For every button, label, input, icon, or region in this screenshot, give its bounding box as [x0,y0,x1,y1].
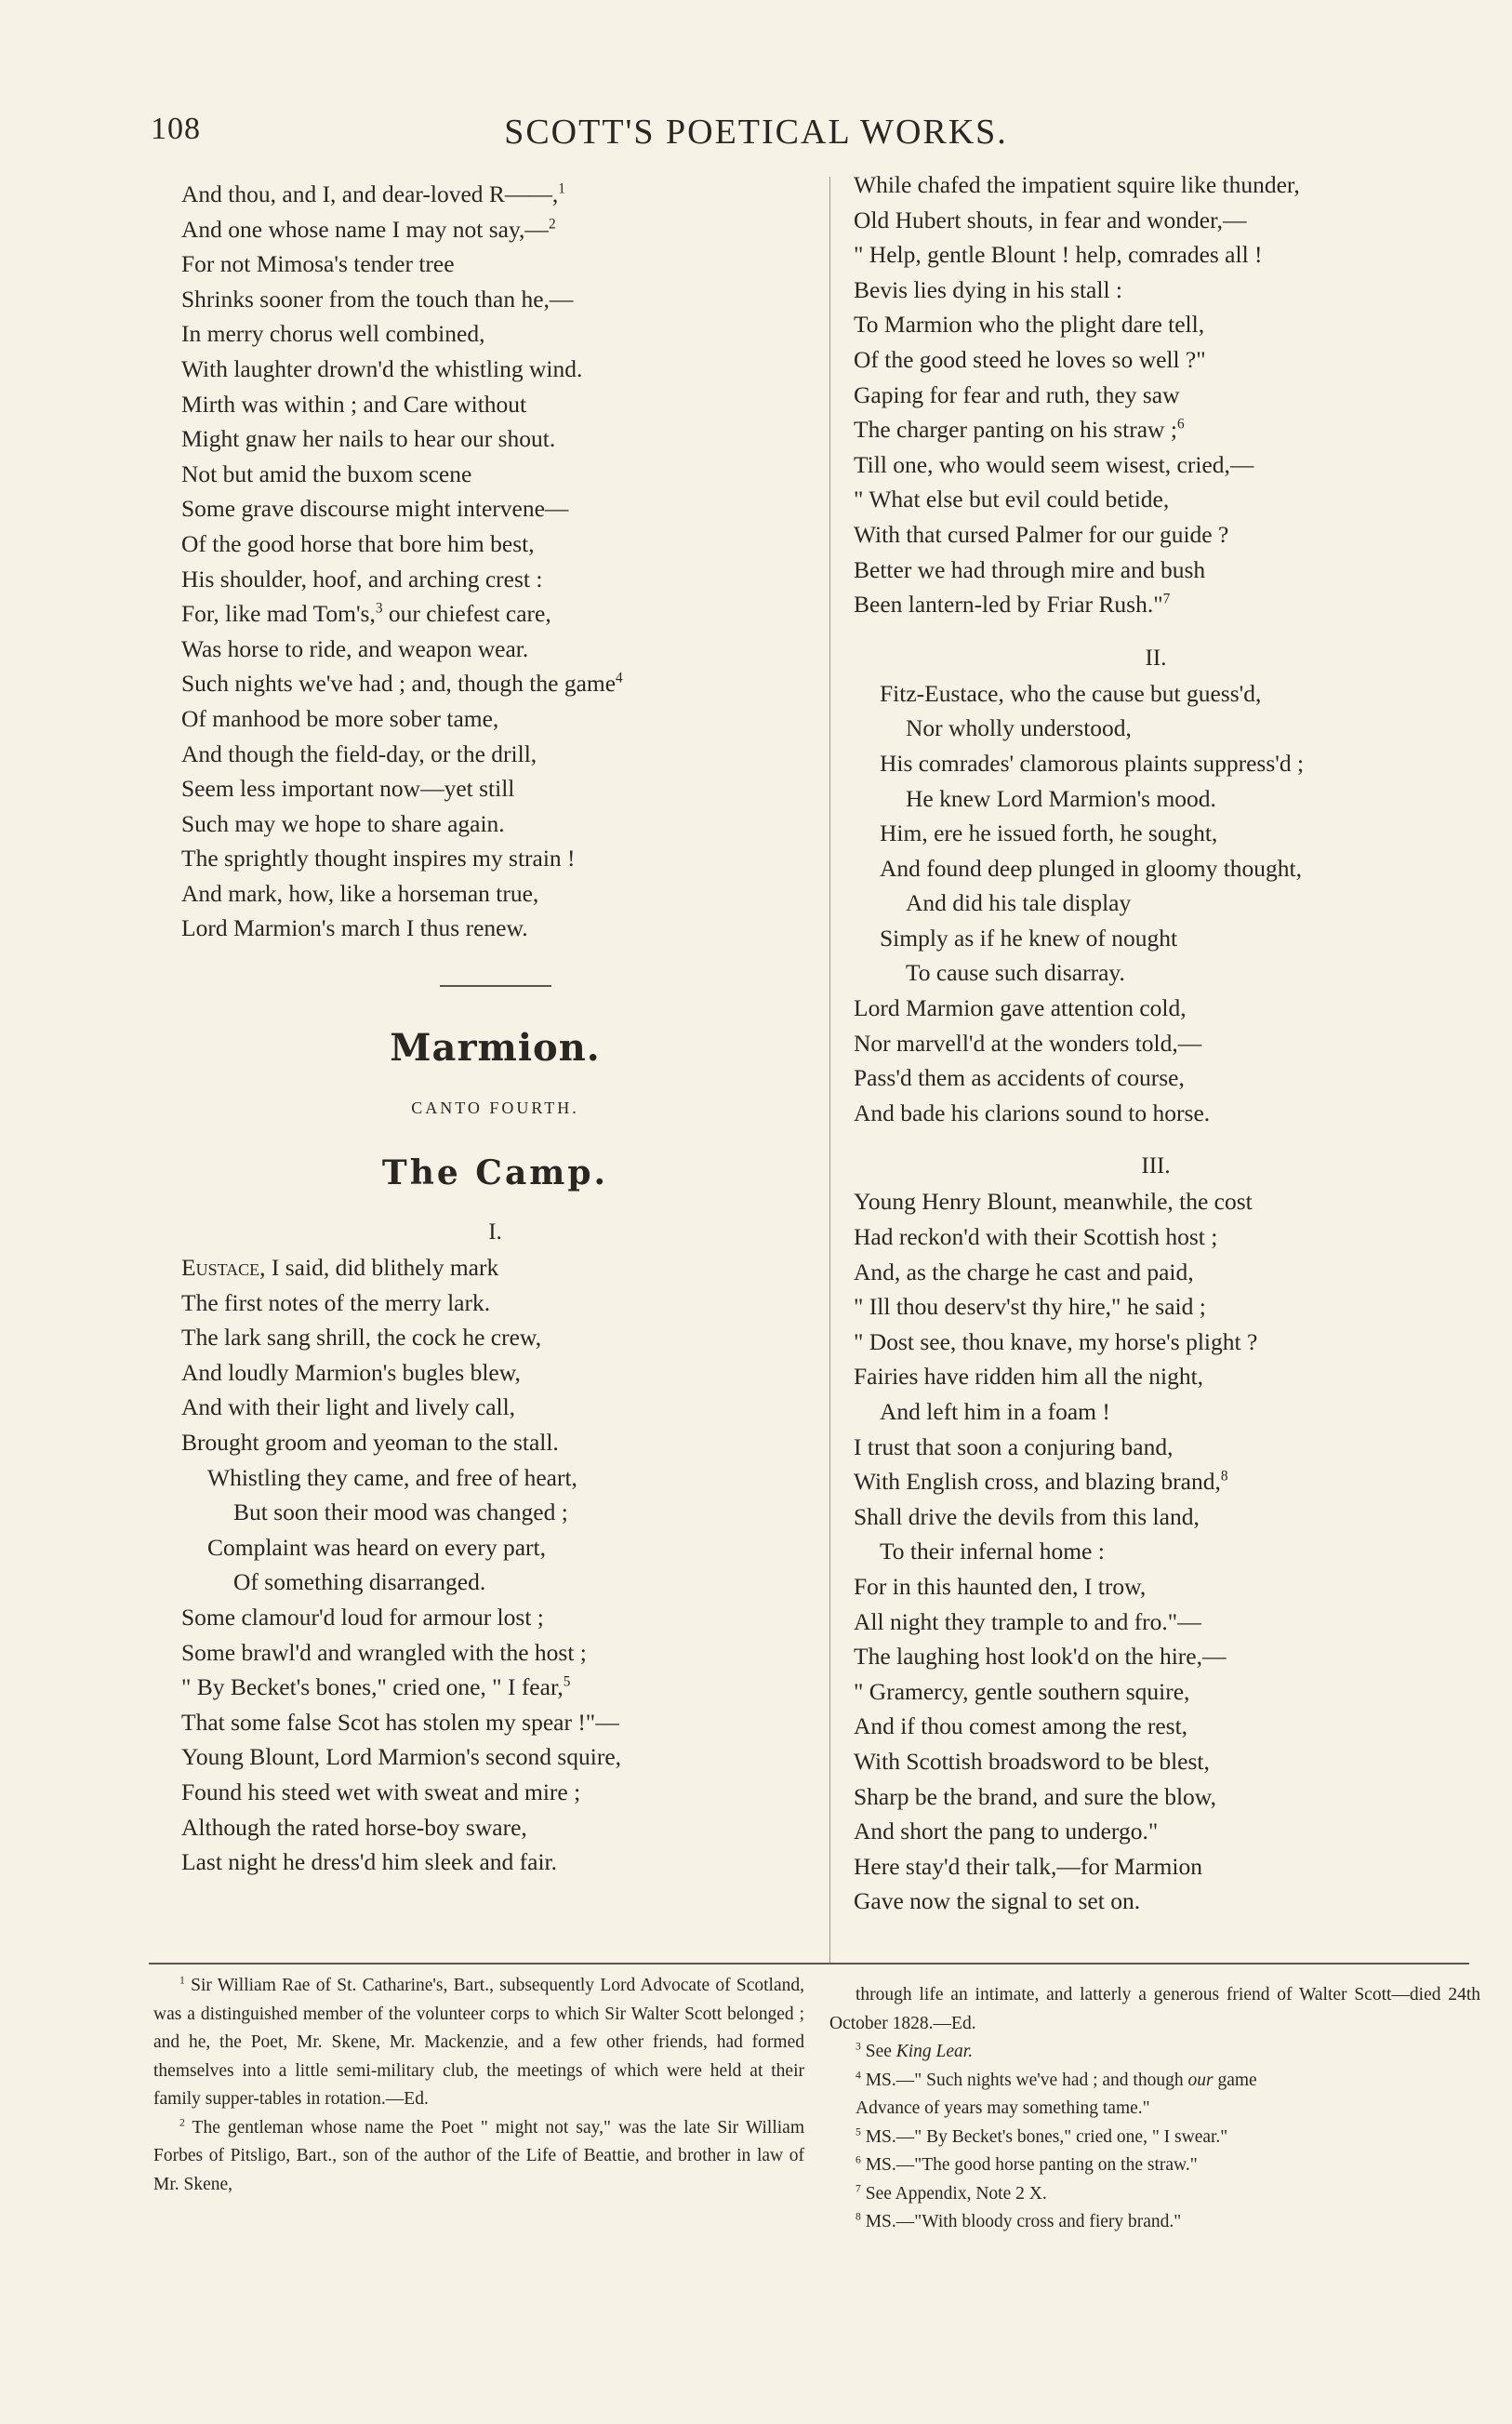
verse-line [854,307,1458,342]
verse-line [181,806,809,842]
verse-line [181,911,809,946]
verse-text: Of manhood be more sober tame, [181,704,499,732]
verse-line [854,781,1458,817]
verse-line [181,177,809,212]
verse-line [854,676,1458,712]
footnote [829,1981,1480,2038]
footnote-ref: 3 [375,600,383,617]
verse-line [854,378,1458,413]
verse-line [854,851,1458,886]
verse-line [181,632,809,667]
verse-line [181,1530,809,1565]
footnote [829,2095,1480,2124]
verse-line [181,1845,809,1880]
verse-line [181,491,809,526]
footnote [829,2067,1480,2096]
verse-line [181,246,809,282]
footnote-text: The gentleman whose name the Poet " might not say," was the late Sir William Forbes of Pitsligo, Bart., son of the author of the Life of Beattie, and brother in law of Mr. Skene, [153,2117,804,2194]
verse-text: While chafed the impatient squire like thunder, [854,171,1300,198]
verse-line [854,273,1458,308]
verse-line [181,1460,809,1496]
footnote-ref: 1 [558,180,565,197]
footnote-text: Advance of years may something tame." [855,2098,1150,2118]
footnote-number: 1 [179,1974,185,1987]
verse-text: For in this haunted den, I trow, [854,1572,1147,1600]
footnote-text: game [1213,2070,1257,2090]
verse-text: Whistling they came, and free of heart, [207,1463,577,1491]
footnote-number: 6 [855,2153,861,2166]
verse-text: Here stay'd their talk,—for Marmion [854,1852,1202,1880]
verse-line [854,237,1458,273]
page-header [0,112,1512,167]
verse-line [181,1810,809,1845]
verse-text: And with their light and lively call, [181,1393,516,1421]
verse-text: Shall drive the devils from this land, [854,1502,1200,1530]
verse-line [854,1534,1458,1569]
footnote-number: 3 [855,2040,861,2053]
verse-line [181,841,809,876]
verse-line [854,203,1458,238]
verse-line [854,1709,1458,1744]
verse-line [854,1464,1458,1499]
verse-text: And did his tale display [906,889,1132,917]
verse-line [854,1026,1458,1061]
verse-text: All night they trample to and fro."— [854,1607,1201,1635]
footnote-ref: 8 [1220,1468,1228,1485]
verse-line [181,1775,809,1810]
verse-text: our chiefest care, [382,600,551,628]
footnote-text: See Appendix, Note 2 X. [860,2183,1047,2204]
verse-text: Of something disarranged. [233,1568,486,1596]
verse-text: The first notes of the merry lark. [181,1288,491,1316]
verse-text: Gave now the signal to set on. [854,1887,1141,1915]
footnote [153,1972,804,2114]
verse-line [181,421,809,457]
verse-line [181,282,809,317]
verse-line [181,1425,809,1460]
verse-text: Such nights we've had ; and, though the game [181,670,617,698]
verse-text: Young Henry Blount, meanwhile, the cost [854,1188,1253,1216]
verse-text: And thou, and I, and dear-loved R——, [181,180,559,207]
verse-line [181,526,809,562]
verse-text: " What else but evil could betide, [854,486,1170,513]
verse-text: For, like mad Tom's, [181,600,376,628]
verse-text: The laughing host look'd on the hire,— [854,1643,1227,1671]
verse-line [854,1639,1458,1674]
verse-text: To their infernal home : [880,1538,1105,1565]
stanza-first-word: Eustace, [181,1254,266,1282]
poem-title: Marmion. [390,1026,601,1071]
verse-text: With English cross, and blazing brand, [854,1468,1221,1496]
verse-line [854,517,1458,553]
verse-text: Might gnaw her nails to hear our shout. [181,425,556,453]
stanza-number: II. [1145,645,1167,671]
verse-text: Nor wholly understood, [906,714,1132,742]
verse-line [181,1495,809,1530]
left-column [181,177,809,1880]
verse-line [854,447,1458,483]
verse-line [181,1705,809,1740]
verse-line [181,352,809,387]
footnote-text: See [860,2042,896,2061]
verse-line [854,1674,1458,1710]
verse-text: The sprightly thought inspires my strain ! [181,845,576,872]
verse-text: Nor marvell'd at the wonders told,— [854,1029,1202,1057]
running-title: SCOTT'S POETICAL WORKS. [504,113,1008,152]
verse-line [854,711,1458,746]
verse-text: But soon their mood was changed ; [233,1498,568,1526]
verse-text: He knew Lord Marmion's mood. [906,784,1216,812]
footnote-number: 7 [855,2182,861,2194]
footnote-ref: 6 [1176,416,1185,433]
verse-line [181,457,809,492]
verse-text: Gaping for fear and ruth, they saw [854,380,1180,408]
verse-text: Simply as if he knew of nought [880,924,1178,952]
footnote-text: Sir William Rae of St. Catharine's, Bart., subsequently Lord Advocate of Scotland, was a distinguished member of the volunteer corps to which Sir Walter Scott belonged ; and he, the Poet, Mr. Skene, Mr. Mackenzie, and a few other friends, had formed themselves into a little semi-military club, the meetings of which were held at their family supper-tables in rotation.—Ed. [153,1976,804,2109]
verse-text: " Gramercy, gentle southern squire, [854,1677,1190,1705]
section-rule [440,985,551,987]
verse-text: " Help, gentle Blount ! help, comrades all ! [854,241,1263,269]
verse-text: Brought groom and yeoman to the stall. [181,1429,559,1457]
verse-line [854,167,1458,203]
verse-text: Of the good horse that bore him best, [181,529,535,557]
verse-line [181,1390,809,1425]
footnote-number: 8 [855,2210,861,2223]
footnote [153,2114,804,2200]
verse-text: With that cursed Palmer for our guide ? [854,520,1229,548]
verse-text: In merry chorus well combined, [181,320,485,348]
verse-text: With Scottish broadsword to be blest, [854,1747,1210,1775]
footnote [829,2208,1480,2237]
verse-line [854,1569,1458,1605]
verse-text: And short the pang to undergo." [854,1818,1159,1845]
verse-text: For not Mimosa's tender tree [181,250,455,278]
verse-text: Such may we hope to share again. [181,809,505,837]
verse-line [854,1605,1458,1640]
verse-text: " Dost see, thou knave, my horse's plight ? [854,1327,1258,1355]
verse-text: I trust that soon a conjuring band, [854,1432,1174,1460]
verse-text: I said, did blithely mark [265,1254,499,1282]
verse-line [854,412,1458,447]
verse-line [181,701,809,737]
footnote-italic: King Lear. [895,2042,974,2061]
canto-title: The Camp. [381,1153,609,1193]
verse-line [181,316,809,352]
verse-line [181,1670,809,1705]
verse-line [854,921,1458,956]
footnote-text: through life an intimate, and latterly a generous friend of Walter Scott—died 24th October 1828.—Ed. [829,1985,1480,2033]
verse-text: Found his steed wet with sweat and mire ; [181,1778,581,1805]
footnote-number: 5 [855,2125,861,2138]
footnote-number: 2 [179,2116,185,2128]
footnote-text: MS.—" Such nights we've had ; and though [860,2070,1188,2090]
footnote-number: 4 [855,2069,861,2081]
verse-line [181,596,809,632]
verse-line [854,1394,1458,1430]
footnote-text: MS.—"The good horse panting on the straw." [860,2155,1198,2175]
intro-verse [181,177,809,946]
verse-line [854,746,1458,781]
verse-text: Not but amid the buxom scene [181,459,472,487]
verse-line [854,1325,1458,1360]
verse-text: And bade his clarions sound to horse. [854,1099,1211,1126]
verse-line [854,1814,1458,1849]
verse-text: And though the field-day, or the drill, [181,739,537,767]
verse-line [181,1565,809,1600]
verse-text: The charger panting on his straw ; [854,416,1177,444]
stanza-one [181,1285,809,1880]
verse-line [181,387,809,422]
stanza-three [854,1184,1458,1918]
verse-line [181,876,809,912]
verse-text: Been lantern-led by Friar Rush." [854,591,1163,619]
verse-text: Lord Marmion's march I thus renew. [181,914,528,942]
footnote-text: MS.—"With bloody cross and fiery brand." [860,2212,1182,2231]
verse-text: Shrinks sooner from the touch than he,— [181,285,574,313]
footnotes-right [829,1981,1480,2237]
verse-line [181,1250,809,1285]
stanza-number: I. [488,1219,502,1245]
verse-line [181,1600,809,1635]
verse-text: To Marmion who the plight dare tell, [854,311,1205,339]
verse-text: And mark, how, like a horseman true, [181,879,539,907]
verse-line [854,1219,1458,1255]
verse-line [854,1744,1458,1779]
footnote [829,2151,1480,2180]
verse-text: His comrades' clamorous plaints suppress'd ; [880,749,1305,777]
verse-line [181,737,809,772]
verse-text: Bevis lies dying in his stall : [854,275,1123,303]
stanza-two [854,676,1458,1131]
verse-text: And loudly Marmion's bugles blew, [181,1358,521,1386]
verse-text: Fitz-Eustace, who the cause but guess'd, [880,679,1262,707]
verse-line [854,1430,1458,1465]
verse-text: Old Hubert shouts, in fear and wonder,— [854,206,1247,233]
verse-line [854,886,1458,921]
verse-line [854,587,1458,622]
footnote-ref: 7 [1162,591,1171,607]
verse-text: Till one, who would seem wisest, cried,— [854,450,1254,478]
verse-text: The lark sang shrill, the cock he crew, [181,1324,542,1352]
footnote-ref: 4 [616,670,623,686]
verse-text: Some grave discourse might intervene— [181,495,569,523]
verse-text: And, as the charge he cast and paid, [854,1258,1194,1285]
verse-text: Complaint was heard on every part, [207,1533,546,1561]
verse-text: Of the good steed he loves so well ?" [854,345,1206,373]
verse-text: Some brawl'd and wrangled with the host ; [181,1638,587,1666]
verse-text: Sharp be the brand, and sure the blow, [854,1782,1216,1810]
verse-line [181,771,809,806]
verse-text: Had reckon'd with their Scottish host ; [854,1223,1218,1251]
footnote-italic: our [1187,2070,1214,2090]
verse-line [854,816,1458,851]
verse-text: Young Blount, Lord Marmion's second squire, [181,1743,622,1771]
verse-text: Last night he dress'd him sleek and fair. [181,1848,558,1876]
stanza-one-continued [854,167,1458,622]
verse-text: Mirth was within ; and Care without [181,390,527,418]
verse-line [181,562,809,597]
verse-line [854,553,1458,588]
footnote [829,2124,1480,2152]
verse-text: That some false Scot has stolen my spear !"— [181,1708,619,1736]
verse-line [854,1779,1458,1815]
verse-text: Was horse to ride, and weapon wear. [181,634,529,662]
footnote-rule [149,1963,1469,1965]
verse-text: With laughter drown'd the whistling wind. [181,354,583,382]
column-divider [829,177,830,1963]
verse-line [854,1849,1458,1885]
footnote-ref: 5 [563,1673,571,1690]
verse-line [181,212,809,247]
page-number: 108 [151,112,201,146]
verse-text: Pass'd them as accidents of course, [854,1064,1185,1092]
verse-text: And if thou comest among the rest, [854,1712,1188,1740]
verse-text: Lord Marmion gave attention cold, [854,994,1187,1022]
verse-line [854,1096,1458,1131]
verse-text: And left him in a foam ! [880,1398,1110,1425]
verse-line [181,1739,809,1775]
verse-line [854,1184,1458,1219]
verse-line [854,482,1458,517]
canto-heading: CANTO FOURTH. [411,1099,579,1118]
verse-line [854,955,1458,991]
footnote-ref: 2 [548,216,556,233]
verse-line [854,1359,1458,1394]
verse-text: Some clamour'd loud for armour lost ; [181,1604,544,1631]
verse-text: His shoulder, hoof, and arching crest : [181,565,543,593]
verse-line [854,1289,1458,1325]
verse-line [181,1320,809,1355]
verse-text: Better we had through mire and bush [854,555,1206,583]
verse-line [181,1635,809,1671]
verse-line [854,1499,1458,1535]
verse-line [854,1060,1458,1096]
verse-text: And one whose name I may not say,— [181,215,549,243]
verse-line [854,991,1458,1026]
stanza-number: III. [1141,1153,1171,1179]
footnote-text: MS.—" By Becket's bones," cried one, " I swear." [860,2126,1228,2147]
verse-line [854,1884,1458,1919]
verse-text: To cause such disarray. [906,959,1125,987]
footnote [829,2038,1480,2067]
verse-text: And found deep plunged in gloomy thought, [880,854,1302,882]
verse-text: Him, ere he issued forth, he sought, [880,819,1218,847]
verse-text: " By Becket's bones," cried one, " I fear, [181,1673,564,1701]
verse-text: Seem less important now—yet still [181,775,515,803]
verse-line [854,1255,1458,1290]
right-column [854,167,1458,1919]
verse-text: Fairies have ridden him all the night, [854,1363,1204,1391]
verse-line [181,666,809,701]
verse-line [854,342,1458,378]
verse-text: " Ill thou deserv'st thy hire," he said ; [854,1293,1206,1321]
verse-text: Although the rated horse-boy sware, [181,1813,527,1841]
verse-line [181,1355,809,1391]
footnote [829,2180,1480,2209]
footnotes-left [153,1972,804,2199]
verse-line [181,1285,809,1321]
